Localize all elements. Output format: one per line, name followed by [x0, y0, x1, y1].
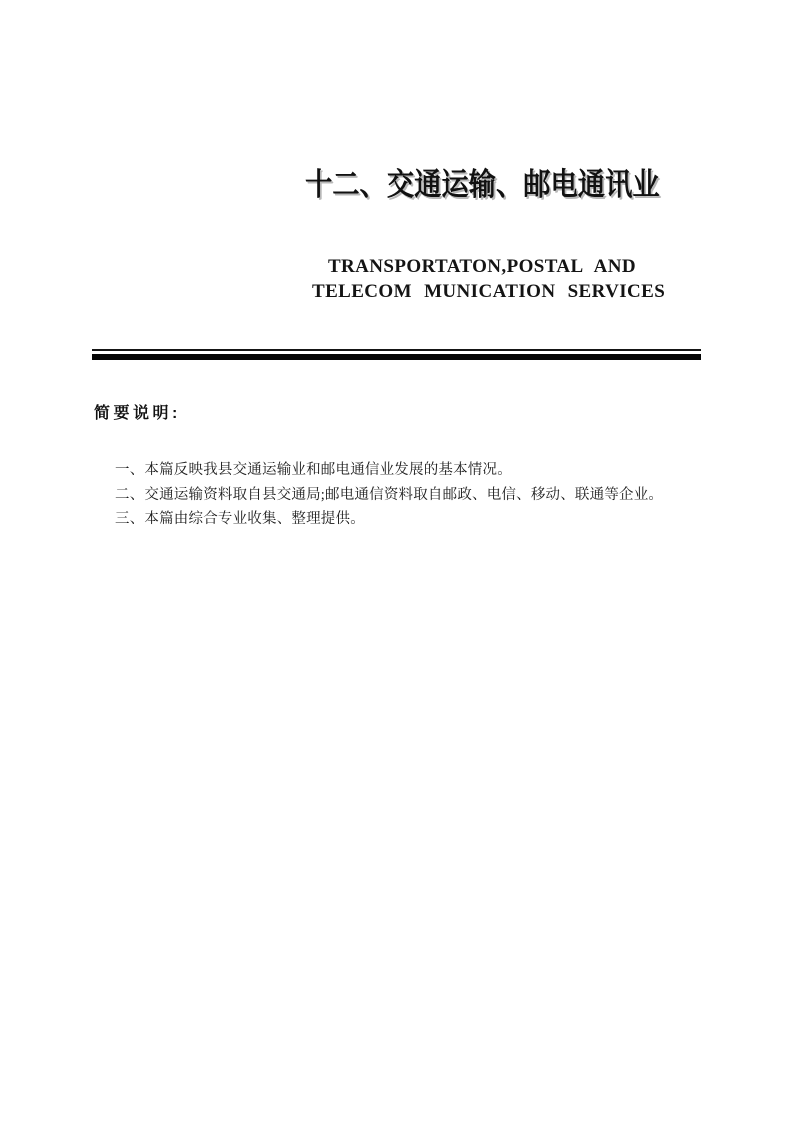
note-line-3: 三、本篇由综合专业收集、整理提供。: [115, 511, 365, 527]
chapter-title-english-line2: TELECOM MUNICATION SERVICES: [312, 281, 666, 302]
chapter-title-english: [312, 254, 666, 304]
double-horizontal-rule: [92, 349, 701, 360]
note-line-2: 二、交通运输资料取自县交通局;邮电通信资料取自邮政、电信、移动、联通等企业。: [115, 486, 664, 503]
note-line-1: 一、本篇反映我县交通运输业和邮电通信业发展的基本情况。: [115, 462, 512, 478]
chapter-title-chinese: 十二、交通运输、邮电通讯业: [305, 167, 660, 202]
brief-description-label: 简要说明:: [94, 405, 181, 422]
chapter-title-english-line1: TRANSPORTATON,POSTAL AND: [327, 256, 637, 277]
notes-block: [115, 458, 663, 532]
rule-thick-line: [92, 354, 701, 360]
